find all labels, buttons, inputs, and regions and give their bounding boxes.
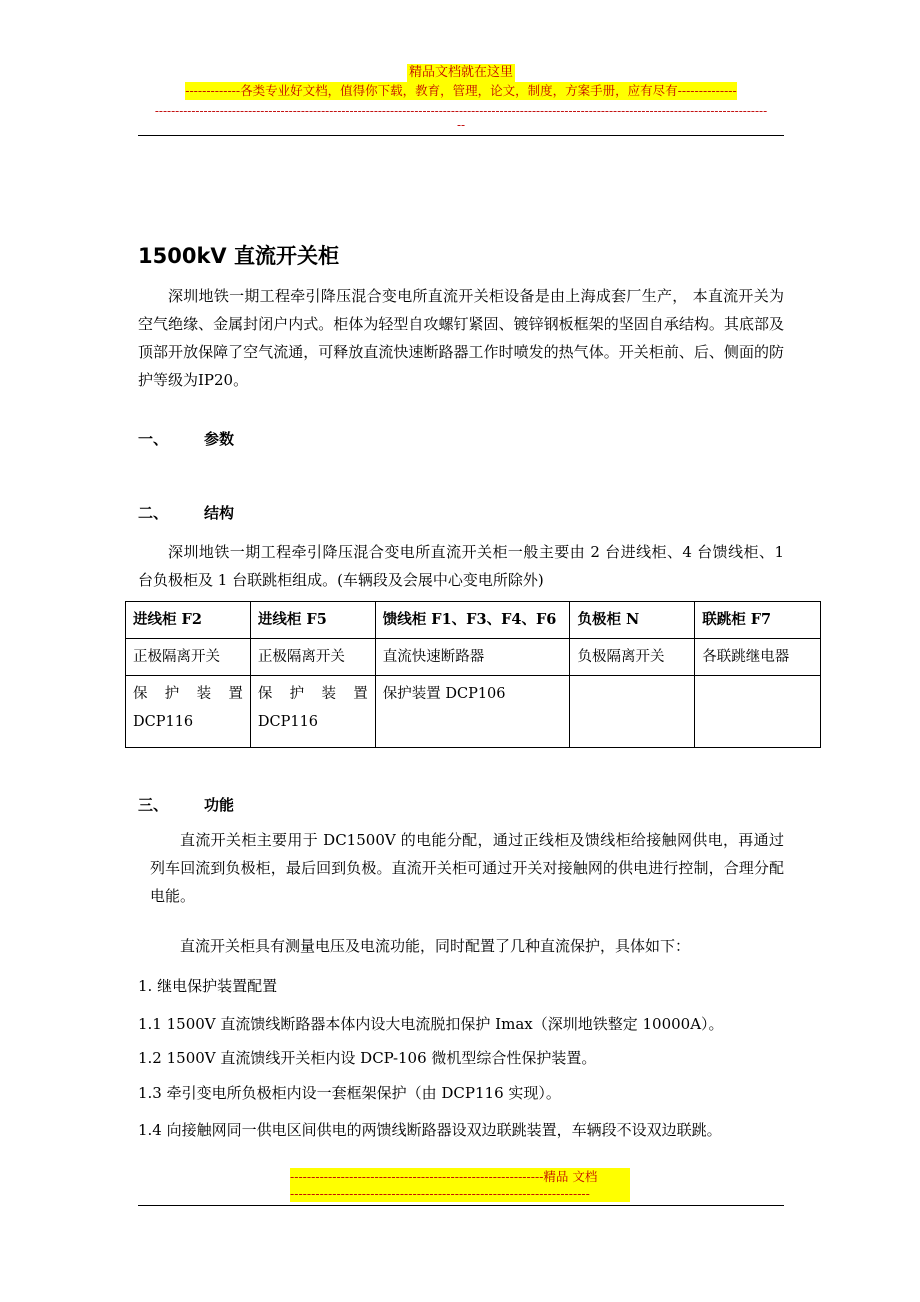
structure-paragraph: 深圳地铁一期工程牵引降压混合变电所直流开关柜一般主要由 2 台进线柜、4 台馈线柜、1 台负极柜及 1 台联跳柜组成。(车辆段及会展中心变电所除外): [138, 543, 784, 589]
list-item: 1.4 向接触网同一供电区间供电的两馈线断路器设双边联跳装置，车辆段不设双边联跳。: [138, 1121, 722, 1139]
table-cell: 各联跳继电器: [695, 639, 821, 676]
table-cell: 保护装置 DCP106: [375, 676, 570, 748]
table-cell: [570, 676, 695, 748]
table-row: [126, 639, 821, 676]
table-cell: 正极隔离开关: [250, 639, 375, 676]
section-heading-params: [138, 428, 784, 449]
table-cell: 正极隔离开关: [126, 639, 251, 676]
list-item: 1.2 1500V 直流馈线开关柜内设 DCP-106 微机型综合性保护装置。: [138, 1049, 597, 1067]
footer-line-1: ------------------------------------------------------------精品 文档: [290, 1168, 630, 1185]
table-header-cell: 负极柜 N: [570, 602, 695, 639]
footer-line-2: -----------------------------------------------------------------------: [290, 1185, 630, 1202]
table-cell: 直流快速断路器: [375, 639, 570, 676]
document-title: 1500kV 直流开关柜: [138, 244, 339, 268]
function-paragraph-1: 直流开关柜主要用于 DC1500V 的电能分配，通过正线柜及馈线柜给接触网供电，再通过列车回流到负极柜，最后回到负极。直流开关柜可通过开关对接触网的供电进行控制，合理分配电能。: [150, 831, 784, 905]
list-item: 1. 继电保护装置配置: [138, 977, 278, 995]
table-header-row: [126, 602, 821, 639]
section-number: 三、: [138, 796, 169, 814]
list-item: 1.3 牵引变电所负极柜内设一套框架保护（由 DCP116 实现）。: [138, 1084, 561, 1102]
table-cell: 保 护 装 置 DCP116: [250, 676, 375, 748]
table-cell: [695, 676, 821, 748]
table-header-cell: 馈线柜 F1、F3、F4、F6: [375, 602, 570, 639]
header-rule: [138, 135, 784, 136]
table-row: [126, 676, 821, 748]
header-line-1: 精品文档就在这里: [408, 65, 513, 80]
page-footer: [290, 1168, 630, 1202]
section-label: 结构: [204, 504, 235, 522]
footer-rule: [138, 1205, 784, 1206]
table-header-cell: 进线柜 F5: [250, 602, 375, 639]
section-label: 参数: [204, 430, 235, 448]
section-number: 一、: [138, 430, 169, 448]
list-item: 1.1 1500V 直流馈线断路器本体内设大电流脱扣保护 Imax（深圳地铁整定 10000A）。: [138, 1015, 724, 1033]
header-line-4: --: [456, 118, 466, 132]
section-label: 功能: [204, 796, 235, 814]
intro-paragraph: 深圳地铁一期工程牵引降压混合变电所直流开关柜设备是由上海成套厂生产， 本直流开关为空气绝缘、金属封闭户内式。柜体为轻型自攻螺钉紧固、镀锌钢板框架的坚固自承结构。其底部及顶部开放保障了空气流通，可释放直流快速断路器工作时喷发的热气体。开关柜前、后、侧面的防护等级为IP20。: [138, 287, 784, 389]
header-line-3: -------------------------------------------------------------------------------------------------------------------------------------------------------: [154, 104, 768, 118]
function-paragraph-2: 直流开关柜具有测量电压及电流功能，同时配置了几种直流保护，具体如下：: [180, 937, 691, 955]
header-line-2: -------------各类专业好文档，值得你下载，教育，管理，论文，制度，方案手册，应有尽有--------------: [185, 83, 737, 98]
page-header: [138, 64, 784, 132]
table-cell: 保 护 装 置 DCP116: [126, 676, 251, 748]
cabinet-table: [125, 601, 821, 748]
table-cell: 负极隔离开关: [570, 639, 695, 676]
section-heading-function: [138, 794, 784, 815]
table-header-cell: 进线柜 F2: [126, 602, 251, 639]
section-heading-structure: [138, 502, 784, 523]
table-header-cell: 联跳柜 F7: [695, 602, 821, 639]
section-number: 二、: [138, 504, 169, 522]
